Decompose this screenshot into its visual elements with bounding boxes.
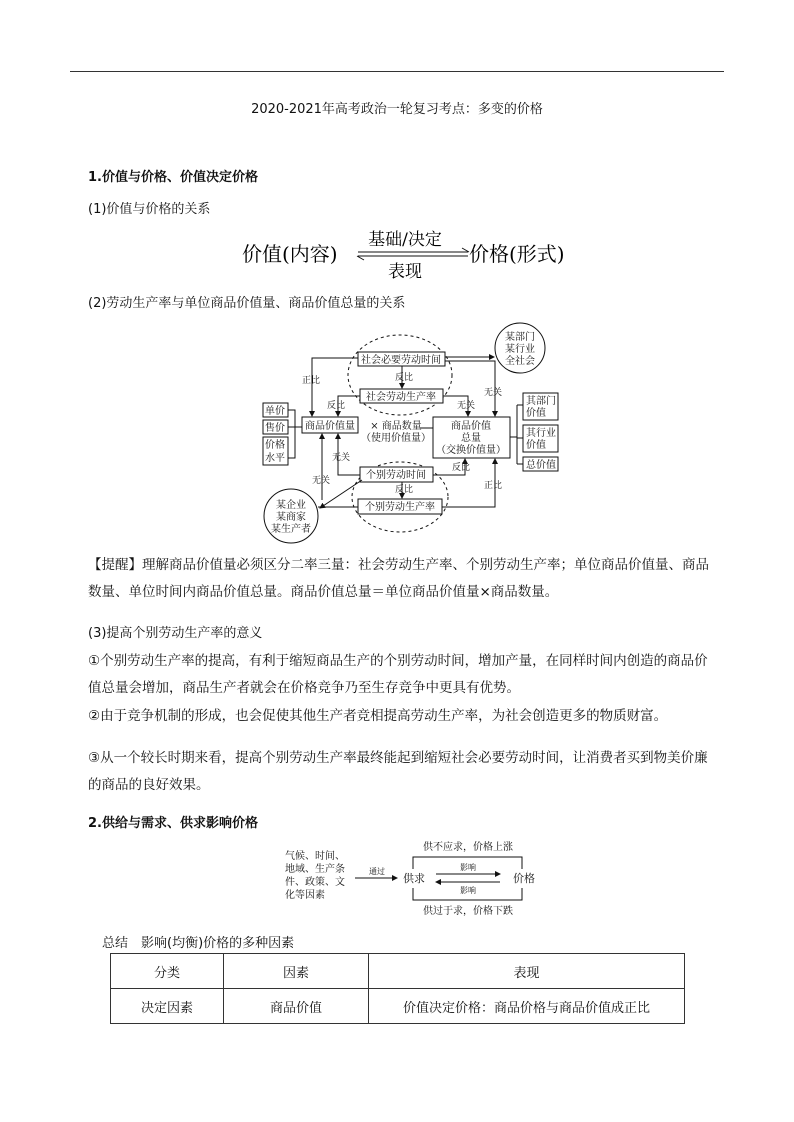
- box-unit-price: 单价: [265, 406, 285, 417]
- edge-label: 无关: [332, 453, 351, 463]
- table-cell: 价值决定价格：商品价格与商品价值成正比: [369, 989, 685, 1024]
- factors-text: 气候、时间、: [285, 851, 345, 862]
- section-1-heading: 1.价值与价格、价值决定价格: [88, 170, 258, 185]
- box-total: 总价值: [526, 460, 556, 471]
- circle-bottom-line: 某生产者: [271, 524, 311, 535]
- price-factors-table: [110, 953, 685, 1024]
- header-cell: 因素: [224, 954, 369, 989]
- box-social-necessary-time: 社会必要劳动时间: [361, 355, 441, 366]
- edge-label: 反比: [452, 463, 471, 473]
- factors-text: 化等因素: [285, 890, 325, 901]
- edge-label: 反比: [395, 485, 414, 495]
- rel-right: 价格(形式): [469, 242, 565, 266]
- factors-text: 件、政策、文: [285, 877, 345, 888]
- edge-label: 正比: [302, 376, 321, 386]
- doc-title: 2020-2021年高考政治一轮复习考点：多变的价格: [251, 102, 543, 117]
- table-cell: 商品价值: [224, 989, 369, 1024]
- header-cell: 表现: [369, 954, 685, 989]
- edge-label: 无关: [484, 388, 503, 398]
- paragraph-1: ①个别劳动生产率的提高，有利于缩短商品生产的个别劳动时间，增加产量，在同样时间内创造的商品价值总量会增加，商品生产者就会在价格竞争乃至生存竞争中更具有优势。: [88, 653, 708, 696]
- tip-paragraph: 【提醒】理解商品价值量必须区分二率三量：社会劳动生产率、个别劳动生产率；单位商品价值量、商品数量、单位时间内商品价值总量。商品价值总量＝单位商品价值量×商品数量。: [88, 557, 709, 600]
- circle-top-line: 某部门: [505, 332, 535, 343]
- supply-demand-label: 供求: [403, 872, 425, 885]
- circle-bottom-line: 某商家: [276, 512, 306, 523]
- edge-label: 无关: [457, 401, 476, 411]
- box-dept-value: 价值: [526, 408, 546, 419]
- edge-label: 无关: [312, 476, 331, 486]
- price-label: 价格: [513, 872, 535, 885]
- box-individual-productivity: 个别劳动生产率: [365, 502, 435, 513]
- box-industry-value: 价值: [526, 440, 546, 451]
- box-price-level: 价格: [265, 440, 285, 451]
- box-sale-price: 售价: [265, 423, 285, 434]
- edge-label: 反比: [395, 373, 414, 383]
- factors-text: 地域、生产条: [285, 864, 345, 875]
- rel-bottom: 表现: [388, 262, 422, 280]
- table-cell: 决定因素: [111, 989, 224, 1024]
- influence-label: 影响: [460, 863, 476, 872]
- box-unit-value: 商品价值量: [305, 421, 355, 432]
- circle-top-line: 全社会: [505, 356, 535, 367]
- surplus-label: 供过于求，价格下跌: [423, 906, 513, 917]
- edge-label: 反比: [327, 401, 346, 411]
- box-price-level: 水平: [265, 453, 285, 464]
- header-cell: 分类: [111, 954, 224, 989]
- table-header-row: [111, 954, 685, 989]
- circle-bottom-line: 某企业: [276, 500, 306, 511]
- box-total-value: 总量: [461, 433, 481, 444]
- box-total-value: （交换价值量）: [436, 445, 506, 456]
- table-row: [111, 989, 685, 1024]
- shortage-label: 供不应求，价格上涨: [423, 842, 513, 853]
- box-dept-value: 其部门: [526, 396, 556, 407]
- quantity-label: × 商品数量: [370, 421, 422, 432]
- box-industry-value: 其行业: [526, 428, 556, 439]
- box-social-productivity: 社会劳动生产率: [366, 392, 436, 403]
- edge-label: 正比: [484, 481, 503, 491]
- sub-heading-1: (1)价值与价格的关系: [88, 202, 211, 217]
- summary-label: 总结 影响(均衡)价格的多种因素: [102, 936, 295, 951]
- rel-left: 价值(内容): [242, 242, 338, 266]
- sub-heading-3: (3)提高个别劳动生产率的意义: [88, 626, 263, 641]
- section-2-heading: 2.供给与需求、供求影响价格: [88, 816, 258, 831]
- box-individual-time: 个别劳动时间: [366, 470, 426, 481]
- circle-top-line: 某行业: [505, 344, 535, 355]
- rel-top: 基础/决定: [368, 230, 442, 250]
- paragraph-2: ②由于竞争机制的形成，也会促使其他生产者竞相提高劳动生产率，为社会创造更多的物质财富。: [88, 708, 668, 724]
- via-label: 通过: [369, 867, 385, 876]
- box-total-value: 商品价值: [451, 421, 491, 432]
- paragraph-3: ③从一个较长时期来看，提高个别劳动生产率最终能起到缩短社会必要劳动时间，让消费者买到物美价廉的商品的良好效果。: [88, 750, 708, 793]
- sub-heading-2: (2)劳动生产率与单位商品价值量、商品价值总量的关系: [88, 296, 406, 311]
- influence-label: 影响: [460, 886, 476, 895]
- quantity-label: （使用价值量）: [361, 433, 431, 444]
